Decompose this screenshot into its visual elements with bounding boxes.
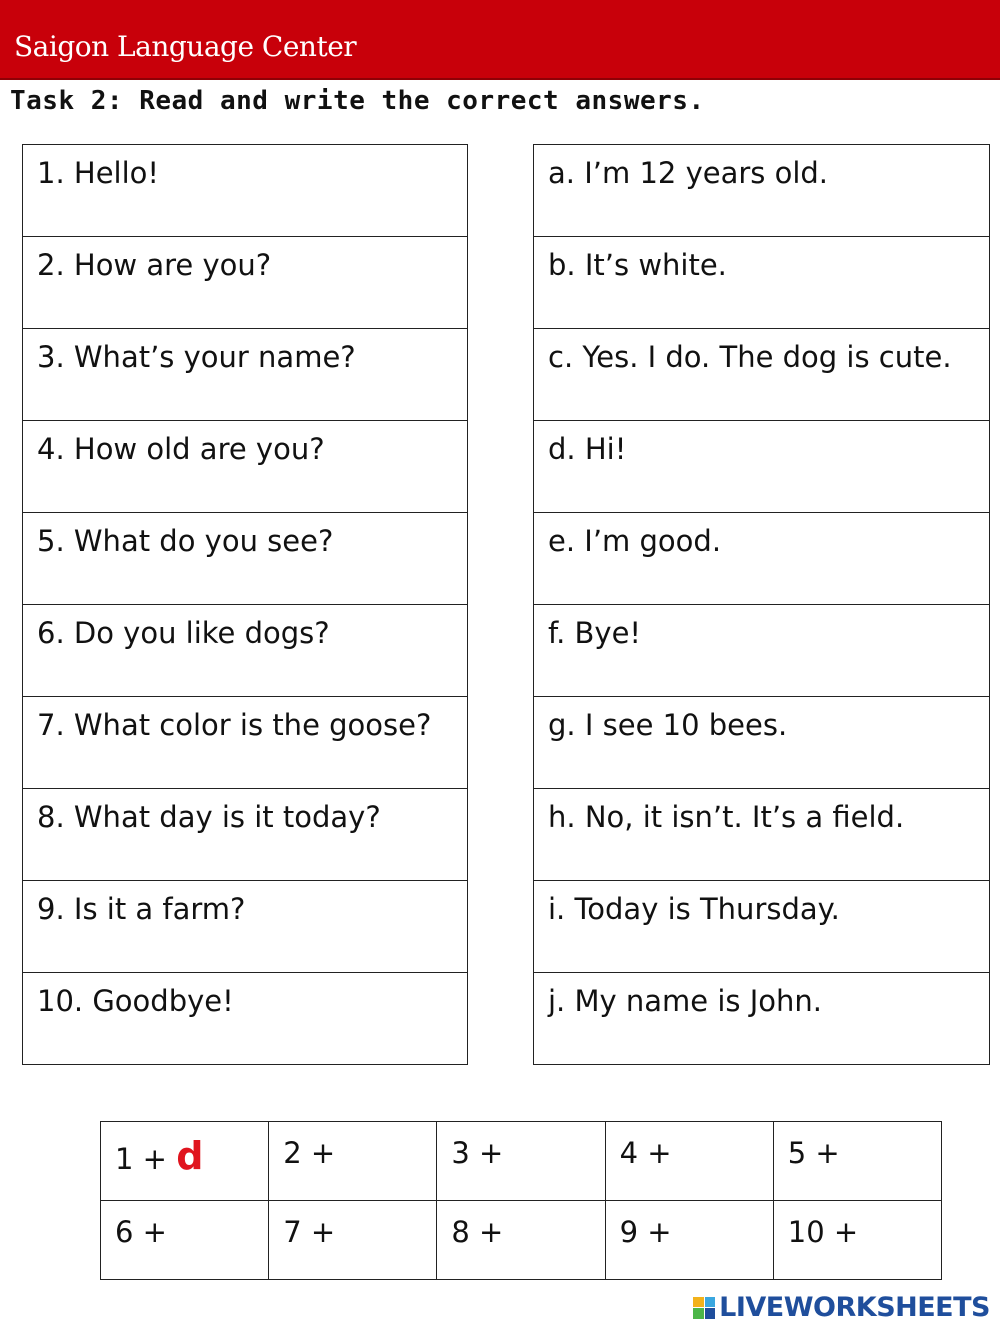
answer-grid-label: 9 + xyxy=(619,1215,672,1249)
answer-option-cell: j. My name is John. xyxy=(534,973,990,1065)
answer-grid xyxy=(100,1121,942,1280)
question-cell: 4. How old are you? xyxy=(23,421,468,513)
questions-table xyxy=(22,144,468,1065)
task-title: Task 2: Read and write the correct answers. xyxy=(10,86,705,116)
liveworksheets-logo-icon xyxy=(693,1297,715,1319)
answer-grid-cell[interactable] xyxy=(269,1201,437,1280)
answer-option-cell: b. It’s white. xyxy=(534,237,990,329)
liveworksheets-logo-text: LIVEWORKSHEETS xyxy=(719,1292,990,1323)
question-cell: 2. How are you? xyxy=(23,237,468,329)
answer-grid-cell[interactable] xyxy=(101,1122,269,1201)
answer-grid-label: 7 + xyxy=(283,1215,336,1249)
answer-grid-cell[interactable] xyxy=(437,1122,605,1201)
answer-grid-cell[interactable] xyxy=(605,1201,773,1280)
header-bar xyxy=(0,0,1000,80)
answer-grid-label: 6 + xyxy=(115,1215,167,1249)
answer-option-cell: i. Today is Thursday. xyxy=(534,881,990,973)
answer-grid-label: 5 + xyxy=(787,1136,840,1170)
answer-option-cell: g. I see 10 bees. xyxy=(534,697,990,789)
answer-option-cell: e. I’m good. xyxy=(534,513,990,605)
answer-option-cell: a. I’m 12 years old. xyxy=(534,145,990,237)
answer-option-cell: h. No, it isn’t. It’s a field. xyxy=(534,789,990,881)
answer-option-cell: c. Yes. I do. The dog is cute. xyxy=(534,329,990,421)
answer-option-cell: d. Hi! xyxy=(534,421,990,513)
answer-grid-label: 3 + xyxy=(451,1136,504,1170)
answer-grid-cell[interactable] xyxy=(605,1122,773,1201)
answer-grid-cell[interactable] xyxy=(773,1122,941,1201)
question-cell: 7. What color is the goose? xyxy=(23,697,468,789)
answer-grid-value[interactable]: d xyxy=(176,1134,204,1178)
answer-grid-cell[interactable] xyxy=(269,1122,437,1201)
answer-grid-cell[interactable] xyxy=(773,1201,941,1280)
answer-grid-cell[interactable] xyxy=(101,1201,269,1280)
liveworksheets-logo[interactable] xyxy=(693,1292,990,1323)
answer-grid-label: 4 + xyxy=(619,1136,672,1170)
answer-grid-label: 1 + xyxy=(115,1142,167,1176)
answer-grid-cell[interactable] xyxy=(437,1201,605,1280)
answer-grid-label: 10 + xyxy=(787,1215,859,1249)
answers-table xyxy=(533,144,990,1065)
header-title: Saigon Language Center xyxy=(14,30,357,63)
question-cell: 1. Hello! xyxy=(23,145,468,237)
question-cell: 5. What do you see? xyxy=(23,513,468,605)
question-cell: 10. Goodbye! xyxy=(23,973,468,1065)
question-cell: 3. What’s your name? xyxy=(23,329,468,421)
question-cell: 8. What day is it today? xyxy=(23,789,468,881)
answer-grid-label: 8 + xyxy=(451,1215,504,1249)
question-cell: 9. Is it a farm? xyxy=(23,881,468,973)
question-cell: 6. Do you like dogs? xyxy=(23,605,468,697)
answer-grid-label: 2 + xyxy=(283,1136,336,1170)
answer-option-cell: f. Bye! xyxy=(534,605,990,697)
